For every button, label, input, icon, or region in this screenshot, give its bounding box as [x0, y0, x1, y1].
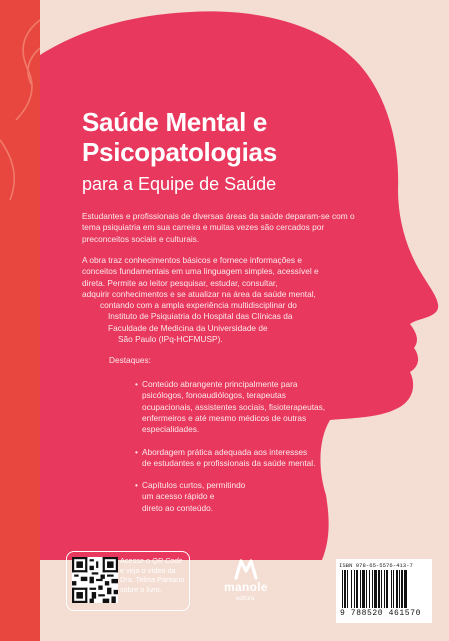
- book-title: [82, 107, 277, 167]
- barcode-bar: [369, 570, 370, 608]
- barcode-bar: [404, 570, 407, 608]
- highlight-line: especialidades.: [142, 424, 200, 435]
- publisher-subtitle: editora: [236, 596, 255, 602]
- highlight-line: ocupacionais, assistentes sociais, fisioterapeutas,: [142, 401, 326, 412]
- highlight-line: psicólogos, fonoaudiólogos, terapeutas: [142, 390, 286, 401]
- qr-code-icon[interactable]: [72, 557, 118, 603]
- barcode-icon: [342, 570, 426, 608]
- description-line: Instituto de Psiquiatria do Hospital das Clínicas da: [108, 311, 293, 322]
- qr-caption-line: Dra. Telma Pantano: [120, 575, 185, 584]
- description-line: A obra traz conhecimentos básicos e fornece informações e: [82, 255, 302, 265]
- isbn-text: ISBN 978-65-5576-413-7: [339, 562, 413, 569]
- highlight-line: de estudantes e profissionais da saúde mental.: [142, 458, 316, 469]
- barcode-bar: [381, 570, 382, 608]
- barcode-bar: [399, 570, 400, 608]
- highlights-label: Destaques:: [109, 355, 151, 365]
- description-line: adquirir conhecimentos e se atualizar na área da saúde mental,: [82, 288, 316, 299]
- barcode-bar: [384, 570, 385, 608]
- highlight-item: [135, 480, 292, 514]
- barcode-bar: [372, 570, 373, 608]
- barcode-bar: [378, 570, 380, 608]
- description-line: contando com a ampla experiência multidisciplinar do: [100, 300, 297, 311]
- barcode-bar: [362, 570, 365, 608]
- barcode-bar: [401, 570, 403, 608]
- title-line-1: Saúde Mental e: [82, 107, 268, 137]
- intro-paragraph: Estudantes e profissionais de diversas áreas da saúde deparam-se com o tema psiquiatria em sua carreira e muitas vezes são cercados por preconceitos sociais e culturais.: [82, 211, 355, 244]
- barcode-bar: [374, 570, 377, 608]
- bullet-marker: •: [135, 480, 138, 490]
- publisher-name: manole: [224, 580, 268, 594]
- bullet-marker: •: [135, 379, 138, 389]
- barcode-bar: [351, 570, 352, 608]
- description-line: Faculdade de Medicina da Universidade de: [108, 322, 268, 333]
- qr-caption-line: sobre o livro.: [120, 584, 162, 594]
- highlight-item: [135, 379, 372, 435]
- book-subtitle: para a Equipe de Saúde: [82, 174, 277, 194]
- barcode-bar: [393, 570, 394, 608]
- barcode-bar: [356, 570, 358, 608]
- description-line: conceitos fundamentais em uma linguagem simples, acessível e: [82, 266, 319, 277]
- barcode-bar: [347, 570, 348, 608]
- barcode-bar: [344, 570, 346, 608]
- title-line-2: Psicopatologias: [82, 137, 277, 167]
- highlight-line: Conteúdo abrangente principalmente para: [142, 379, 298, 389]
- barcode-bar: [391, 570, 392, 608]
- highlight-line: Abordagem prática adequada aos interesses: [142, 447, 308, 457]
- description-line: São Paulo (IPq-HCFMUSP).: [118, 334, 223, 345]
- barcode-number: 9 788520 461570: [340, 609, 422, 618]
- description-paragraph: [82, 255, 382, 345]
- qr-caption-line: e veja o vídeo da: [120, 565, 176, 575]
- barcode-bar: [354, 570, 355, 608]
- qr-caption: [120, 556, 190, 594]
- highlight-line: enfermeiros e até mesmo médicos de outras: [142, 412, 307, 423]
- barcode-bar: [396, 570, 398, 608]
- bullet-marker: •: [135, 447, 138, 457]
- barcode-bar: [386, 570, 388, 608]
- highlight-line: um acesso rápido e: [142, 491, 215, 502]
- barcode-bar: [366, 570, 367, 608]
- barcode-bar: [342, 570, 343, 608]
- highlight-item: [135, 447, 372, 470]
- barcode-bar: [360, 570, 361, 608]
- manole-logo-icon: [234, 558, 258, 580]
- qr-caption-line: Acesse o QR Code: [120, 556, 183, 565]
- description-line: direta. Permite ao leitor pesquisar, estudar, consultar,: [82, 277, 278, 288]
- highlight-line: Capítulos curtos, permitindo: [142, 480, 246, 490]
- highlight-line: direto ao conteúdo.: [142, 502, 214, 513]
